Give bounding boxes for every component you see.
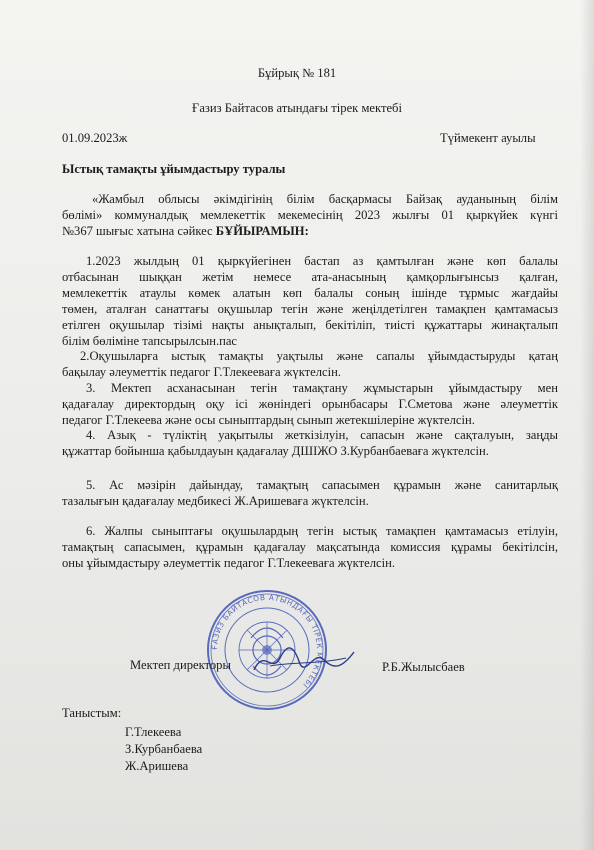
item-line: 6. Жалпы сыныптағы оқушылардың тегін ыстық тамақпен қамтамасыз етілуін, <box>86 524 558 538</box>
school-name: Ғазиз Байтасов атындағы тірек мектебі <box>192 101 402 115</box>
order-item-1 <box>62 254 558 349</box>
acquainted-name: Г.Тлекеева <box>125 725 182 739</box>
preamble-last-line <box>62 224 558 240</box>
item-line: тазалығын қадағалау медбикесі Ж.Аришеваға жүктелсін. <box>62 493 369 508</box>
acquainted-name: Ж.Аришева <box>125 759 189 773</box>
preamble-line: «Жамбыл облысы әкімдігінің білім басқармасы Байзақ ауданының білім <box>92 192 558 206</box>
item-line: мемлекеттік атаулы көмек алатын көп балалы соның ішінде тұрмыс жағдайы <box>62 285 558 300</box>
preamble-line: бөлімі» коммуналдық мемлекеттік мекемесінің 2023 жылғы 01 қыркүйек күнгі <box>62 207 558 222</box>
item-line: 4. Азық - түліктің уақытылы жеткізілуін, сапасын және сақталуын, заңды <box>86 428 558 442</box>
item-line: білім бөліміне тапсырылсын.пас <box>62 333 238 348</box>
item-line: төмен, аталған санаттағы оқушылар тегін және жеңілдетілген тамақпен қамтамасыз <box>62 301 558 316</box>
order-item-2 <box>62 349 558 381</box>
director-name: Р.Б.Жылысбаев <box>382 660 465 674</box>
item-line: оны ұйымдастыру әлеуметтік педагог Г.Тлекееваға жүктелсін. <box>62 555 395 570</box>
item-line: педагог Г.Тлекеева және осы сыныптардың сынып жетекшілеріне жүктелсін. <box>62 412 475 427</box>
item-line: тамақтың сапасымен, құрамын қадағалау мақсатында комиссия құрамы бекітілсін, <box>62 539 558 554</box>
item-line: 2.Оқушыларға ыстық тамақты уақтылы және сапалы ұйымдастыруды қатаң <box>80 349 558 363</box>
order-date: 01.09.2023ж <box>62 131 128 145</box>
acquainted-name: З.Курбанбаева <box>125 742 203 756</box>
acquainted-label: Таныстым: <box>62 706 122 720</box>
item-line: 3. Мектеп асханасынан тегін тамақтану жұмыстарын ұйымдастыру мен <box>86 381 558 395</box>
director-title: Мектеп директоры <box>130 658 231 672</box>
preamble-text: №367 шығыс хатына сәйкес <box>62 223 216 238</box>
item-line: 1.2023 жылдың 01 қыркүйегінен бастап аз қамтылған және көп балалы <box>86 254 558 268</box>
order-item-5 <box>62 478 558 510</box>
item-line: қадағалау директордың оқу ісі жөніндегі орынбасары Г.Сметова және әлеуметтік <box>62 396 558 411</box>
order-item-4 <box>62 428 558 460</box>
order-item-3 <box>62 381 558 429</box>
order-number: Бұйрық № 181 <box>257 66 337 80</box>
order-place: Түймекент ауылы <box>440 131 536 145</box>
item-line: етілген оқушылар тізімі нақты анықталып, бекітіліп, тиісті құжаттары жинақталып <box>62 317 558 332</box>
order-item-6 <box>62 524 558 572</box>
item-line: құжаттар бойынша қабылдауын қадағалау ДШІЖО З.Курбанбаеваға жүктелсін. <box>62 443 489 458</box>
preamble <box>62 192 558 240</box>
order-word: БҰЙЫРАМЫН: <box>215 223 309 238</box>
item-line: 5. Ас мәзірін дайындау, тамақтың сапасымен құрамын және санитарлық <box>86 478 558 492</box>
director-signature <box>250 640 360 680</box>
item-line: бақылау әлеуметтік педагог Г.Тлекееваға жүктелсін. <box>62 364 342 379</box>
order-subject: Ыстық тамақты ұйымдастыру туралы <box>62 162 286 176</box>
stamp-text: ҒАЗИЗ БАЙТАСОВ АТЫНДАҒЫ ТІРЕК МЕКТЕБІ <box>209 592 325 691</box>
item-line: отбасынан шыққан жетім немесе ата-анасының қамқорлығынсыз қалған, <box>62 269 558 284</box>
